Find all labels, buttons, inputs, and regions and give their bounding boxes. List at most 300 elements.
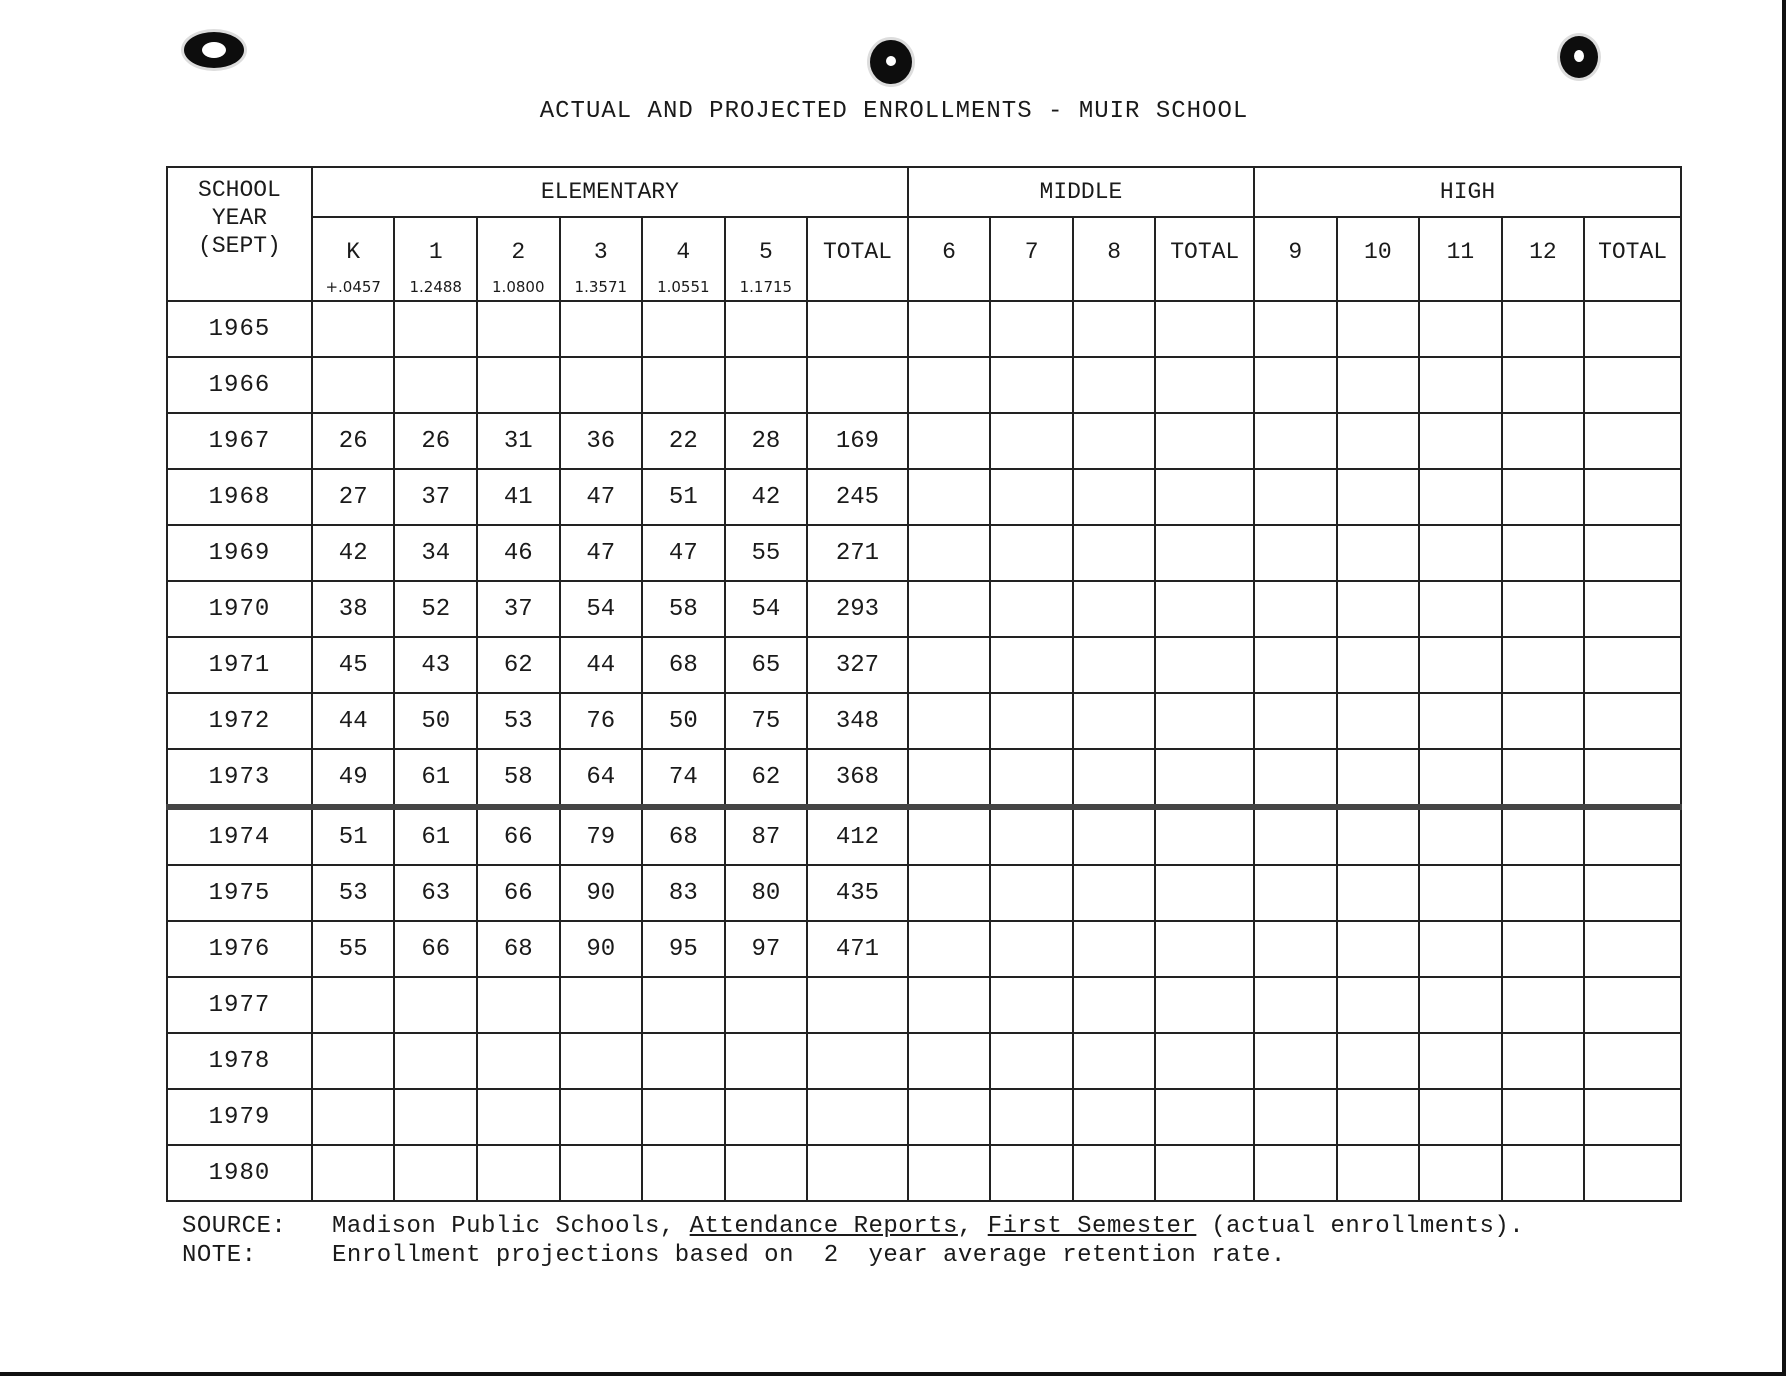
elementary-total-cell: 412	[807, 807, 908, 865]
elementary-cell: 36	[560, 413, 643, 469]
elementary-cell	[312, 357, 395, 413]
elementary-cell: 75	[725, 693, 808, 749]
high-col-header	[1584, 217, 1681, 301]
source-key: SOURCE:	[182, 1213, 287, 1240]
middle-cell	[908, 1033, 991, 1089]
high-cell	[1502, 413, 1585, 469]
table-row	[167, 525, 1681, 581]
high-cell	[1337, 693, 1420, 749]
middle-cell	[1073, 977, 1156, 1033]
elementary-cell: 31	[477, 413, 560, 469]
elementary-cell: 42	[725, 469, 808, 525]
high-cell	[1254, 301, 1337, 357]
elementary-cell: 66	[477, 807, 560, 865]
middle-col-header	[1155, 217, 1254, 301]
high-cell	[1419, 469, 1502, 525]
elementary-cell	[394, 1089, 477, 1145]
middle-cell	[1073, 1089, 1156, 1145]
elementary-total-cell	[807, 1089, 908, 1145]
high-cell	[1584, 637, 1681, 693]
middle-cell	[908, 977, 991, 1033]
col-header-label: 11	[1446, 239, 1475, 265]
high-cell	[1254, 977, 1337, 1033]
elementary-cell: 34	[394, 525, 477, 581]
high-cell	[1337, 413, 1420, 469]
footer-notes	[182, 1212, 1524, 1270]
middle-cell	[990, 637, 1073, 693]
high-cell	[1584, 693, 1681, 749]
elementary-cell: 27	[312, 469, 395, 525]
punch-hole-right	[1560, 36, 1598, 78]
middle-group-header: MIDDLE	[908, 167, 1254, 217]
elementary-cell	[560, 1089, 643, 1145]
elementary-cell	[394, 357, 477, 413]
high-cell	[1254, 1089, 1337, 1145]
elementary-total-cell: 169	[807, 413, 908, 469]
elementary-col-header	[725, 217, 808, 301]
school-year-header-line: SCHOOL	[198, 177, 281, 203]
elementary-cell: 26	[394, 413, 477, 469]
high-cell	[1502, 749, 1585, 807]
middle-col-header	[1073, 217, 1156, 301]
elementary-cell	[642, 977, 725, 1033]
middle-cell	[990, 921, 1073, 977]
high-cell	[1254, 749, 1337, 807]
source-semester-title: First Semester	[987, 1213, 1197, 1240]
elementary-total-cell: 327	[807, 637, 908, 693]
col-header-label: 7	[1024, 239, 1039, 265]
elementary-col-header	[642, 217, 725, 301]
high-cell	[1584, 1033, 1681, 1089]
middle-cell	[1155, 413, 1254, 469]
high-cell	[1254, 1145, 1337, 1201]
middle-cell	[1073, 581, 1156, 637]
source-text-part: ,	[957, 1213, 988, 1240]
high-cell	[1419, 1089, 1502, 1145]
elementary-cell: 50	[642, 693, 725, 749]
elementary-cell	[725, 301, 808, 357]
table-row	[167, 301, 1681, 357]
elementary-cell	[725, 1033, 808, 1089]
elementary-cell: 65	[725, 637, 808, 693]
high-cell	[1419, 865, 1502, 921]
middle-cell	[1155, 865, 1254, 921]
elementary-cell	[394, 1033, 477, 1089]
school-year-cell: 1965	[167, 301, 312, 357]
high-cell	[1419, 977, 1502, 1033]
elementary-cell: 51	[312, 807, 395, 865]
elementary-cell: 26	[312, 413, 395, 469]
high-cell	[1502, 637, 1585, 693]
elementary-cell: 62	[477, 637, 560, 693]
high-cell	[1254, 637, 1337, 693]
elementary-cell: 79	[560, 807, 643, 865]
source-reports-title: Attendance Reports	[689, 1213, 958, 1240]
middle-cell	[1155, 581, 1254, 637]
table-row	[167, 977, 1681, 1033]
elementary-cell: 38	[312, 581, 395, 637]
col-header-label: K	[346, 239, 361, 265]
col-header-label: 8	[1107, 239, 1122, 265]
high-cell	[1502, 693, 1585, 749]
elementary-total-cell	[807, 357, 908, 413]
high-cell	[1502, 1033, 1585, 1089]
elementary-cell: 68	[642, 807, 725, 865]
elementary-cell	[560, 977, 643, 1033]
middle-cell	[1073, 807, 1156, 865]
elementary-col-header	[477, 217, 560, 301]
high-col-header	[1502, 217, 1585, 301]
elementary-cell	[725, 1089, 808, 1145]
high-cell	[1337, 749, 1420, 807]
elementary-cell: 54	[725, 581, 808, 637]
high-cell	[1254, 921, 1337, 977]
school-year-cell: 1980	[167, 1145, 312, 1201]
elementary-cell: 50	[394, 693, 477, 749]
elementary-total-cell: 245	[807, 469, 908, 525]
elementary-cell: 47	[560, 525, 643, 581]
middle-cell	[908, 693, 991, 749]
elementary-cell	[477, 301, 560, 357]
high-cell	[1419, 357, 1502, 413]
high-cell	[1419, 749, 1502, 807]
high-cell	[1584, 977, 1681, 1033]
middle-cell	[1155, 749, 1254, 807]
elementary-cell: 43	[394, 637, 477, 693]
col-header-label: 10	[1364, 239, 1392, 265]
table-row	[167, 865, 1681, 921]
high-cell	[1502, 357, 1585, 413]
middle-cell	[908, 413, 991, 469]
table-row	[167, 413, 1681, 469]
middle-cell	[1155, 637, 1254, 693]
elementary-cell: 90	[560, 865, 643, 921]
high-cell	[1254, 807, 1337, 865]
elementary-cell	[312, 1089, 395, 1145]
source-text-part: Madison Public Schools,	[332, 1213, 690, 1240]
col-header-label: 4	[676, 239, 691, 265]
source-line	[182, 1212, 1524, 1241]
school-year-cell: 1979	[167, 1089, 312, 1145]
col-header-label: 9	[1288, 239, 1303, 265]
elementary-cell	[477, 1033, 560, 1089]
elementary-cell	[477, 1089, 560, 1145]
high-cell	[1337, 807, 1420, 865]
school-year-header-line: YEAR	[211, 205, 268, 231]
table-row	[167, 921, 1681, 977]
school-year-cell: 1971	[167, 637, 312, 693]
elementary-cell	[312, 977, 395, 1033]
elementary-cell	[725, 357, 808, 413]
note-text: Enrollment projections based on 2 year average retention rate.	[332, 1242, 1286, 1269]
middle-cell	[1155, 921, 1254, 977]
elementary-cell	[642, 1033, 725, 1089]
middle-cell	[990, 865, 1073, 921]
high-cell	[1337, 977, 1420, 1033]
high-cell	[1502, 977, 1585, 1033]
high-cell	[1502, 581, 1585, 637]
elementary-cell	[312, 1033, 395, 1089]
middle-cell	[1155, 1033, 1254, 1089]
middle-cell	[1155, 357, 1254, 413]
col-header-label: 5	[758, 239, 773, 265]
elementary-total-cell	[807, 977, 908, 1033]
school-year-cell: 1974	[167, 807, 312, 865]
middle-cell	[1155, 1089, 1254, 1145]
middle-cell	[990, 1145, 1073, 1201]
elementary-cell: 22	[642, 413, 725, 469]
middle-cell	[908, 469, 991, 525]
elementary-total-cell: 368	[807, 749, 908, 807]
elementary-cell: 64	[560, 749, 643, 807]
col-header-label: TOTAL	[1598, 239, 1668, 265]
retention-rate: 1.3571	[574, 278, 628, 296]
elementary-cell: 51	[642, 469, 725, 525]
middle-cell	[908, 637, 991, 693]
elementary-cell	[394, 1145, 477, 1201]
school-year-header	[167, 167, 312, 301]
high-cell	[1419, 1033, 1502, 1089]
middle-cell	[908, 1089, 991, 1145]
elementary-cell: 52	[394, 581, 477, 637]
elementary-cell: 97	[725, 921, 808, 977]
high-group-header: HIGH	[1254, 167, 1681, 217]
high-cell	[1584, 807, 1681, 865]
elementary-cell: 61	[394, 807, 477, 865]
middle-cell	[990, 693, 1073, 749]
high-cell	[1419, 807, 1502, 865]
middle-cell	[990, 807, 1073, 865]
high-cell	[1337, 1145, 1420, 1201]
col-header-label: 12	[1529, 239, 1557, 265]
elementary-total-cell: 435	[807, 865, 908, 921]
school-year-cell: 1972	[167, 693, 312, 749]
high-cell	[1584, 469, 1681, 525]
elementary-cell	[477, 357, 560, 413]
elementary-cell	[642, 301, 725, 357]
elementary-cell: 61	[394, 749, 477, 807]
middle-cell	[1073, 749, 1156, 807]
elementary-cell: 53	[477, 693, 560, 749]
high-cell	[1584, 301, 1681, 357]
table-row	[167, 357, 1681, 413]
elementary-total-cell: 348	[807, 693, 908, 749]
high-cell	[1337, 469, 1420, 525]
middle-cell	[1155, 525, 1254, 581]
elementary-cell: 90	[560, 921, 643, 977]
elementary-cell: 42	[312, 525, 395, 581]
table-row	[167, 693, 1681, 749]
high-cell	[1337, 637, 1420, 693]
elementary-cell	[642, 1089, 725, 1145]
col-header-label: 3	[593, 239, 608, 265]
high-col-header	[1419, 217, 1502, 301]
elementary-cell: 58	[477, 749, 560, 807]
high-cell	[1584, 865, 1681, 921]
high-cell	[1502, 921, 1585, 977]
elementary-col-header	[312, 217, 395, 301]
middle-cell	[990, 357, 1073, 413]
document-title: ACTUAL AND PROJECTED ENROLLMENTS - MUIR SCHOOL	[539, 98, 1249, 125]
high-cell	[1254, 525, 1337, 581]
high-cell	[1584, 749, 1681, 807]
retention-rate: 1.1715	[739, 278, 793, 296]
elementary-cell: 47	[560, 469, 643, 525]
middle-cell	[908, 1145, 991, 1201]
middle-cell	[1073, 1145, 1156, 1201]
school-year-cell: 1969	[167, 525, 312, 581]
elementary-cell: 68	[642, 637, 725, 693]
elementary-cell: 28	[725, 413, 808, 469]
elementary-cell: 66	[394, 921, 477, 977]
middle-cell	[1155, 301, 1254, 357]
high-cell	[1502, 1089, 1585, 1145]
high-col-header	[1337, 217, 1420, 301]
high-cell	[1337, 1089, 1420, 1145]
col-header-label: 2	[511, 239, 526, 265]
elementary-cell: 74	[642, 749, 725, 807]
middle-cell	[908, 357, 991, 413]
middle-cell	[908, 807, 991, 865]
middle-cell	[1073, 921, 1156, 977]
middle-cell	[990, 581, 1073, 637]
school-year-cell: 1976	[167, 921, 312, 977]
middle-cell	[990, 469, 1073, 525]
high-cell	[1337, 357, 1420, 413]
note-line	[182, 1241, 1524, 1270]
high-cell	[1584, 357, 1681, 413]
elementary-cell: 53	[312, 865, 395, 921]
elementary-cell: 45	[312, 637, 395, 693]
col-header-label: TOTAL	[1170, 239, 1240, 265]
elementary-cell: 58	[642, 581, 725, 637]
middle-cell	[1073, 865, 1156, 921]
middle-cell	[1073, 469, 1156, 525]
col-header-label: TOTAL	[822, 239, 892, 265]
elementary-col-header	[560, 217, 643, 301]
elementary-cell	[725, 977, 808, 1033]
high-cell	[1254, 357, 1337, 413]
middle-cell	[990, 749, 1073, 807]
high-cell	[1584, 1145, 1681, 1201]
high-cell	[1584, 921, 1681, 977]
middle-cell	[1073, 413, 1156, 469]
school-year-cell: 1975	[167, 865, 312, 921]
middle-cell	[990, 977, 1073, 1033]
high-col-header	[1254, 217, 1337, 301]
elementary-cell	[312, 1145, 395, 1201]
high-cell	[1337, 581, 1420, 637]
school-year-cell: 1973	[167, 749, 312, 807]
elementary-cell: 47	[642, 525, 725, 581]
table-row	[167, 1033, 1681, 1089]
middle-cell	[1073, 637, 1156, 693]
middle-cell	[1155, 807, 1254, 865]
elementary-cell	[560, 357, 643, 413]
elementary-cell: 62	[725, 749, 808, 807]
retention-rate: 1.2488	[409, 278, 462, 296]
high-cell	[1502, 807, 1585, 865]
high-cell	[1254, 413, 1337, 469]
elementary-cell: 44	[312, 693, 395, 749]
school-year-cell: 1967	[167, 413, 312, 469]
retention-rate: +.0457	[325, 278, 381, 296]
high-cell	[1502, 301, 1585, 357]
source-text	[332, 1212, 1524, 1241]
middle-cell	[908, 581, 991, 637]
school-year-cell: 1977	[167, 977, 312, 1033]
elementary-col-header	[807, 217, 908, 301]
elementary-total-cell: 293	[807, 581, 908, 637]
high-cell	[1254, 865, 1337, 921]
elementary-cell: 49	[312, 749, 395, 807]
elementary-cell: 68	[477, 921, 560, 977]
middle-cell	[1155, 977, 1254, 1033]
high-cell	[1419, 525, 1502, 581]
middle-cell	[1155, 1145, 1254, 1201]
middle-col-header	[990, 217, 1073, 301]
elementary-cell: 76	[560, 693, 643, 749]
elementary-cell	[642, 357, 725, 413]
middle-cell	[908, 525, 991, 581]
table-row	[167, 1145, 1681, 1201]
middle-cell	[990, 413, 1073, 469]
elementary-cell	[725, 1145, 808, 1201]
source-text-part: (actual enrollments).	[1196, 1213, 1525, 1240]
high-cell	[1254, 1033, 1337, 1089]
middle-cell	[1155, 693, 1254, 749]
high-cell	[1419, 693, 1502, 749]
table-row	[167, 581, 1681, 637]
high-cell	[1337, 301, 1420, 357]
middle-cell	[990, 301, 1073, 357]
high-cell	[1337, 865, 1420, 921]
table-row	[167, 1089, 1681, 1145]
col-header-label: 6	[942, 239, 956, 265]
middle-cell	[1073, 301, 1156, 357]
high-cell	[1584, 581, 1681, 637]
elementary-cell	[477, 1145, 560, 1201]
high-cell	[1254, 581, 1337, 637]
middle-cell	[1073, 693, 1156, 749]
retention-rate: 1.0551	[657, 278, 710, 296]
school-year-header-line: (SEPT)	[198, 233, 281, 259]
elementary-cell: 95	[642, 921, 725, 977]
middle-cell	[1073, 1033, 1156, 1089]
elementary-total-cell	[807, 1145, 908, 1201]
elementary-cell: 80	[725, 865, 808, 921]
elementary-total-cell: 471	[807, 921, 908, 977]
high-cell	[1337, 921, 1420, 977]
middle-col-header	[908, 217, 991, 301]
elementary-cell: 46	[477, 525, 560, 581]
elementary-cell: 55	[312, 921, 395, 977]
school-year-cell: 1970	[167, 581, 312, 637]
middle-cell	[1073, 357, 1156, 413]
table-row	[167, 749, 1681, 807]
high-cell	[1419, 581, 1502, 637]
elementary-cell: 83	[642, 865, 725, 921]
elementary-cell: 55	[725, 525, 808, 581]
elementary-cell	[560, 1145, 643, 1201]
middle-cell	[1073, 525, 1156, 581]
table-row	[167, 807, 1681, 865]
middle-cell	[908, 749, 991, 807]
high-cell	[1584, 1089, 1681, 1145]
middle-cell	[908, 921, 991, 977]
elementary-group-header: ELEMENTARY	[312, 167, 908, 217]
elementary-cell: 63	[394, 865, 477, 921]
